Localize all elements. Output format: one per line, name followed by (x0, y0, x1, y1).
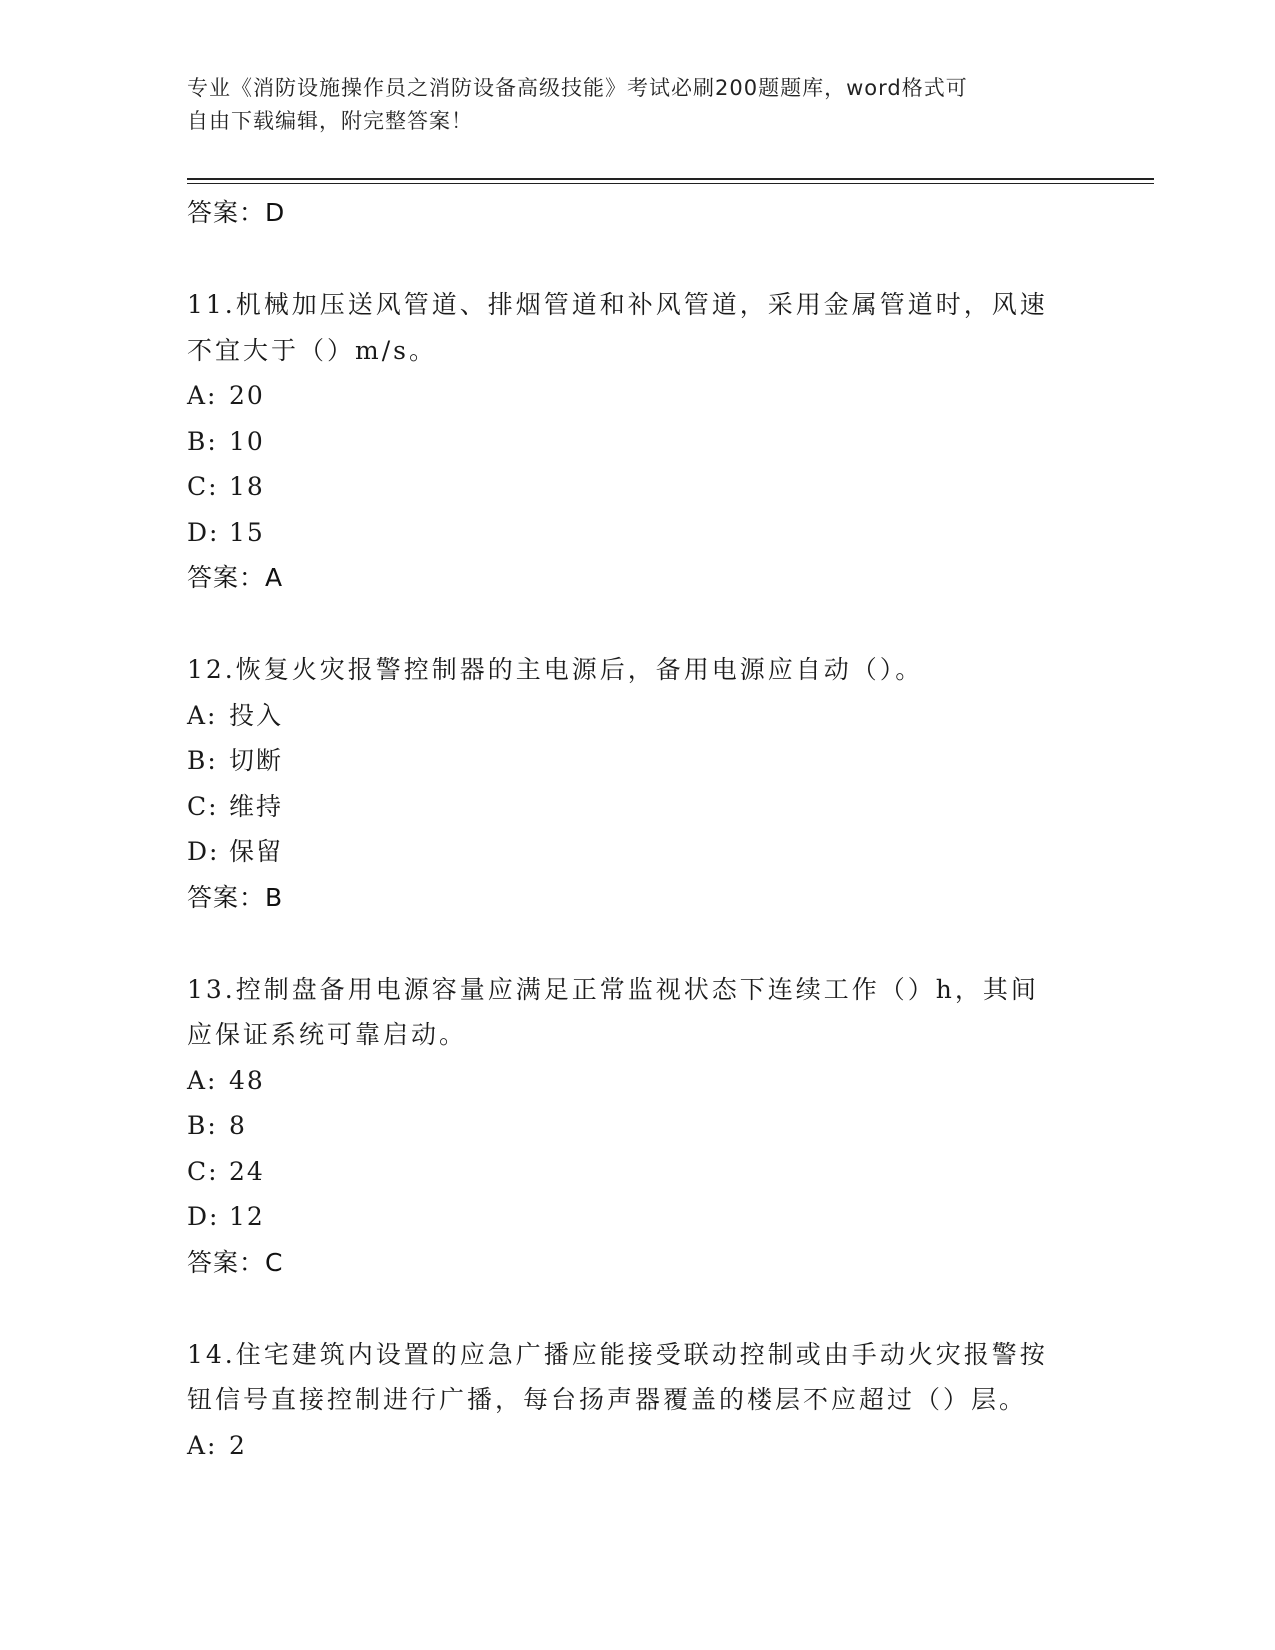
previous-answer: 答案：D (187, 198, 286, 227)
option-c (187, 1149, 1087, 1195)
option-key: B: (187, 1111, 218, 1140)
option-key: A: (187, 1430, 218, 1460)
question-block (187, 967, 1087, 1286)
answer-line: 答案：A (187, 563, 284, 592)
option-text: 48 (229, 1065, 265, 1095)
option-d (187, 510, 1087, 556)
option-a (187, 1058, 1087, 1104)
option-text: 8 (229, 1111, 247, 1140)
question-block (187, 647, 1087, 921)
question-list (187, 190, 1087, 1468)
question-line: 钮信号直接控制进行广播，每台扬声器覆盖的楼层不应超过（）层。 (187, 1385, 1028, 1414)
option-key: C: (187, 791, 219, 821)
option-text: 投入 (229, 700, 284, 730)
option-b (187, 419, 1087, 465)
option-key: D: (187, 517, 220, 547)
option-key: A: (187, 1065, 218, 1095)
option-c (187, 464, 1087, 510)
question-line: 11.机械加压送风管道、排烟管道和补风管道，采用金属管道时，风速 (187, 290, 1048, 319)
question-text (187, 1332, 1087, 1423)
option-text: 2 (229, 1430, 247, 1460)
header-divider-thin (187, 183, 1154, 184)
question-text (187, 282, 1087, 373)
option-key: D: (187, 1202, 220, 1231)
question-block (187, 282, 1087, 601)
option-text: 24 (229, 1156, 265, 1186)
answer-line: 答案：B (187, 882, 284, 912)
option-key: A: (187, 381, 218, 410)
option-text: 10 (229, 426, 265, 456)
option-key: B: (187, 426, 218, 456)
option-d (187, 829, 1087, 875)
option-text: 切断 (229, 746, 284, 775)
question-text (187, 647, 1087, 693)
question-block (187, 1332, 1087, 1469)
option-b (187, 738, 1087, 784)
option-b (187, 1103, 1087, 1149)
option-text: 18 (229, 472, 265, 501)
option-key: B: (187, 746, 218, 775)
option-text: 维持 (229, 791, 284, 821)
header-line-1: 专业《消防设施操作员之消防设备高级技能》考试必刷200题题库，word格式可 (187, 76, 968, 100)
option-text: 保留 (229, 837, 284, 866)
option-text: 12 (229, 1202, 265, 1231)
question-line: 12.恢复火灾报警控制器的主电源后，备用电源应自动（）。 (187, 655, 924, 684)
question-text (187, 967, 1087, 1058)
answer-line: 答案：C (187, 1247, 284, 1277)
option-text: 20 (229, 381, 265, 410)
option-a (187, 1423, 1087, 1469)
header-line-2: 自由下载编辑，附完整答案！ (187, 109, 473, 133)
option-key: C: (187, 1156, 219, 1186)
option-key: C: (187, 472, 219, 501)
question-line: 应保证系统可靠启动。 (187, 1020, 468, 1049)
option-a (187, 693, 1087, 739)
option-c (187, 784, 1087, 830)
header-divider (187, 178, 1154, 180)
question-line: 13.控制盘备用电源容量应满足正常监视状态下连续工作（）h，其间 (187, 974, 1039, 1004)
option-text: 15 (229, 517, 265, 547)
option-key: D: (187, 837, 220, 866)
option-key: A: (187, 700, 218, 730)
question-line: 不宜大于（）m/s。 (187, 335, 437, 365)
document-header (187, 72, 1067, 138)
option-a (187, 373, 1087, 419)
question-line: 14.住宅建筑内设置的应急广播应能接受联动控制或由手动火灾报警按 (187, 1339, 1048, 1369)
option-d (187, 1194, 1087, 1240)
